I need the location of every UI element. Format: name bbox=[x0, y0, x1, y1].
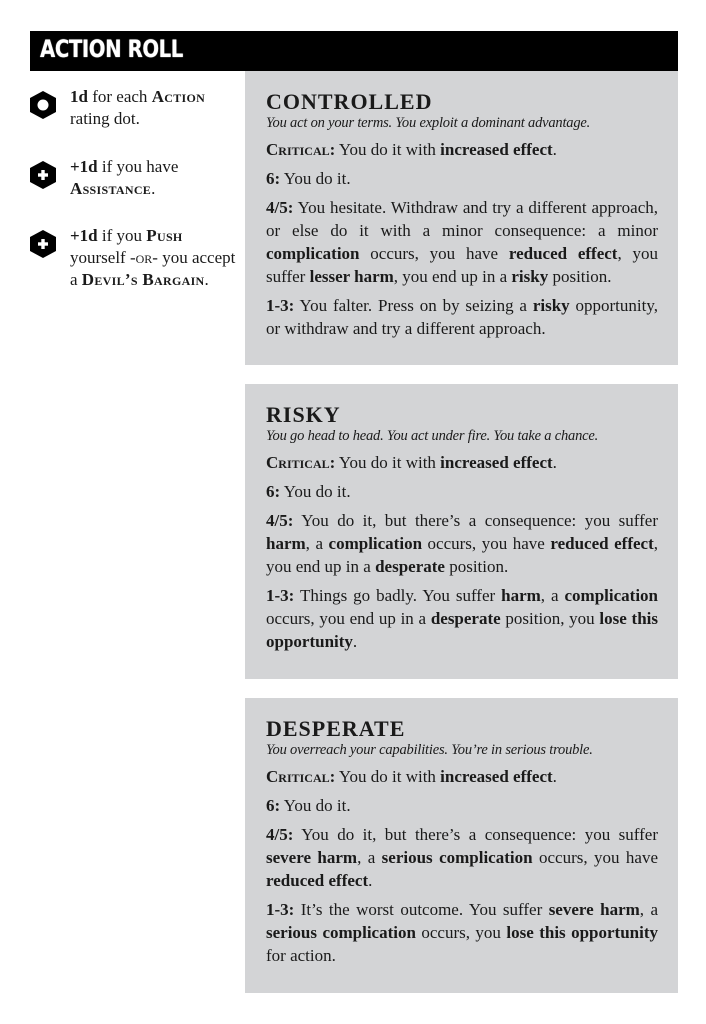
text-run: It’s the worst outcome. You suffer bbox=[294, 900, 549, 919]
emphasis-term: reduced effect bbox=[266, 871, 369, 890]
dice-pool-list bbox=[30, 86, 240, 317]
game-term: Assistance bbox=[70, 179, 152, 198]
text-run: , you suffer bbox=[266, 244, 658, 286]
result-row bbox=[266, 167, 658, 190]
hexagon-plus-icon bbox=[30, 230, 56, 258]
position-subtitle: You go head to head. You act under fire. You take a chance. bbox=[266, 428, 599, 444]
emphasis-term: severe harm bbox=[548, 900, 640, 919]
position-box-controlled bbox=[245, 71, 678, 365]
emphasis-term: severe harm bbox=[266, 848, 358, 867]
result-row bbox=[266, 794, 658, 817]
text-run: You do it, but there’s a consequence: you suffer bbox=[293, 511, 658, 530]
text-run: position. bbox=[548, 267, 612, 286]
emphasis-term: desperate bbox=[430, 609, 501, 628]
text-run: , a bbox=[639, 900, 659, 919]
text-run: position. bbox=[444, 557, 509, 576]
position-box-desperate bbox=[245, 698, 678, 993]
emphasis-term: +1d bbox=[70, 226, 98, 245]
result-row bbox=[266, 196, 658, 288]
text-run: You do it with bbox=[335, 767, 441, 786]
text-run: for each bbox=[87, 87, 152, 106]
result-label: 6: bbox=[266, 482, 281, 501]
result-label: 4/5: bbox=[266, 511, 294, 530]
text-run: , a bbox=[305, 534, 329, 553]
emphasis-term: harm bbox=[501, 586, 541, 605]
result-row bbox=[266, 480, 658, 503]
emphasis-term: reduced effect bbox=[550, 534, 654, 553]
text-run: You do it. bbox=[280, 796, 351, 815]
result-row bbox=[266, 584, 658, 653]
result-row bbox=[266, 823, 658, 892]
text-run: , a bbox=[540, 586, 565, 605]
text-run: occurs, you have bbox=[359, 244, 509, 263]
result-label: 1-3: bbox=[266, 586, 295, 605]
text-run: You do it. bbox=[280, 169, 351, 188]
emphasis-term: reduced effect bbox=[508, 244, 618, 263]
emphasis-term: serious complication bbox=[266, 923, 416, 942]
dice-pool-text bbox=[70, 226, 235, 289]
emphasis-term: risky bbox=[511, 267, 549, 286]
result-label: Critical: bbox=[266, 767, 336, 786]
result-row bbox=[266, 509, 658, 578]
text-run: rating dot. bbox=[70, 109, 140, 128]
emphasis-term: increased effect bbox=[440, 453, 553, 472]
emphasis-term: risky bbox=[532, 296, 570, 315]
text-run: . bbox=[204, 270, 209, 289]
text-run: occurs, you end up in a bbox=[266, 609, 431, 628]
emphasis-term: increased effect bbox=[440, 767, 553, 786]
text-run: Things go badly. You suffer bbox=[294, 586, 502, 605]
dice-pool-text bbox=[70, 157, 178, 198]
result-label: 4/5: bbox=[266, 198, 294, 217]
text-run: opportunity, or withdraw and try a different approach. bbox=[266, 296, 658, 338]
result-row bbox=[266, 138, 658, 161]
result-label: 6: bbox=[266, 796, 281, 815]
text-run: , you end up in a bbox=[393, 267, 512, 286]
result-label: 6: bbox=[266, 169, 281, 188]
text-run: . bbox=[352, 632, 358, 651]
dice-pool-text bbox=[70, 87, 205, 128]
text-run: . bbox=[552, 453, 557, 472]
dice-pool-item bbox=[30, 225, 240, 291]
emphasis-term: serious complication bbox=[381, 848, 533, 867]
game-term: Push bbox=[146, 226, 183, 245]
emphasis-term: complication bbox=[266, 244, 360, 263]
position-subtitle: You act on your terms. You exploit a dominant advantage. bbox=[266, 115, 591, 131]
section-title: ACTION ROLL bbox=[40, 35, 183, 63]
result-row bbox=[266, 451, 658, 474]
text-run: for action. bbox=[266, 946, 336, 965]
text-run: . bbox=[151, 179, 156, 198]
emphasis-term: complication bbox=[564, 586, 658, 605]
text-run: occurs, you have bbox=[422, 534, 551, 553]
emphasis-term: lesser harm bbox=[309, 267, 394, 286]
position-box-risky bbox=[245, 384, 678, 679]
text-run: You hesitate. Withdraw and try a different approach, or else do it with a minor consequence: a minor bbox=[266, 198, 658, 240]
position-subtitle: You overreach your capabilities. You’re in serious trouble. bbox=[266, 742, 593, 758]
text-run: position, you bbox=[500, 609, 600, 628]
text-run: . bbox=[368, 871, 373, 890]
result-label: 1-3: bbox=[266, 296, 295, 315]
text-run: . bbox=[552, 767, 557, 786]
result-row bbox=[266, 898, 658, 967]
result-label: 4/5: bbox=[266, 825, 294, 844]
dice-pool-item bbox=[30, 86, 240, 130]
emphasis-term: lose this opportunity bbox=[266, 609, 658, 651]
emphasis-term: desperate bbox=[375, 557, 445, 576]
text-run: You do it with bbox=[335, 453, 441, 472]
text-run: , you end up in a bbox=[266, 534, 658, 576]
emphasis-term: +1d bbox=[70, 157, 98, 176]
text-run: you accept a bbox=[70, 248, 236, 289]
dice-pool-item bbox=[30, 156, 240, 200]
emphasis-term: complication bbox=[328, 534, 423, 553]
game-term: Devil’s Bargain bbox=[81, 270, 205, 289]
text-run: , a bbox=[357, 848, 382, 867]
result-label: 1-3: bbox=[266, 900, 295, 919]
position-title: RISKY bbox=[266, 402, 341, 427]
result-row bbox=[266, 294, 658, 340]
emphasis-term: 1d bbox=[70, 87, 88, 106]
position-title: CONTROLLED bbox=[266, 89, 433, 114]
emphasis-term: lose this opportunity bbox=[506, 923, 658, 942]
position-title: DESPERATE bbox=[266, 716, 406, 741]
text-run: if you have bbox=[97, 157, 179, 176]
text-run: occurs, you bbox=[415, 923, 507, 942]
text-run: occurs, you have bbox=[532, 848, 658, 867]
text-run: You falter. Press on by seizing a bbox=[294, 296, 533, 315]
text-run: yourself bbox=[70, 248, 130, 267]
hexagon-plus-icon bbox=[30, 161, 56, 189]
or-separator: -or- bbox=[129, 248, 158, 267]
text-run: . bbox=[552, 140, 557, 159]
game-term: Action bbox=[151, 87, 206, 106]
hexagon-ring-icon bbox=[30, 91, 56, 119]
section-header bbox=[30, 31, 678, 71]
text-run: You do it with bbox=[335, 140, 441, 159]
result-row bbox=[266, 765, 658, 788]
text-run: if you bbox=[97, 226, 147, 245]
emphasis-term: increased effect bbox=[440, 140, 553, 159]
result-label: Critical: bbox=[266, 453, 336, 472]
emphasis-term: harm bbox=[266, 534, 306, 553]
text-run: You do it, but there’s a consequence: you suffer bbox=[293, 825, 658, 844]
result-label: Critical: bbox=[266, 140, 336, 159]
text-run: You do it. bbox=[280, 482, 351, 501]
